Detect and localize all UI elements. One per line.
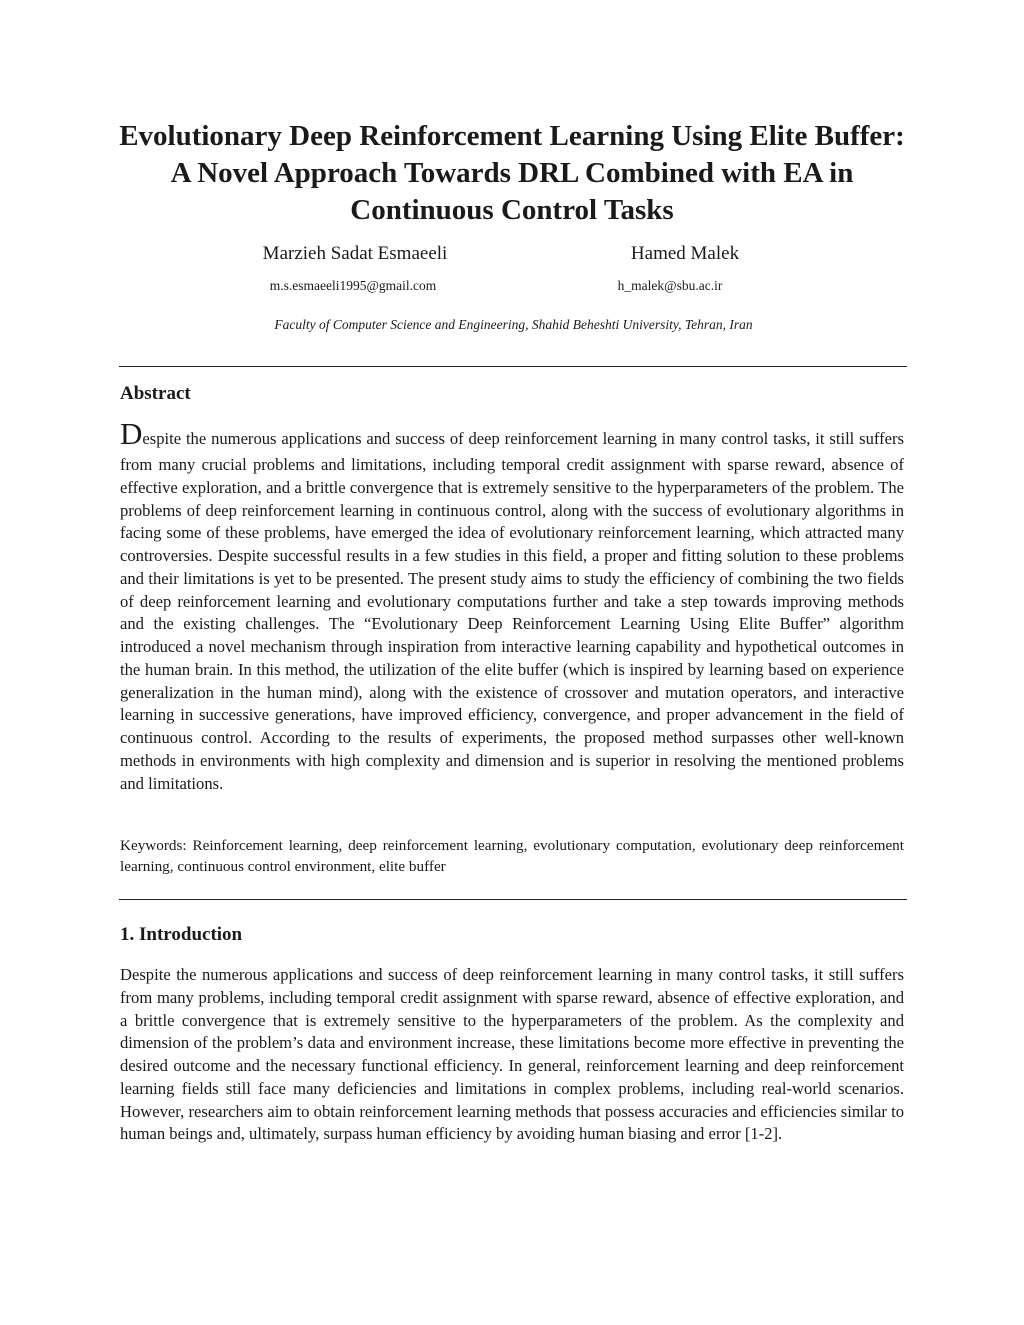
- abstract-first-line-text: espite the numerous applications and success of deep reinforcement learning in many control tasks, it: [142, 429, 825, 448]
- drop-cap: D: [120, 416, 143, 451]
- author-email-1[interactable]: m.s.esmaeeli1995@gmail.com: [269, 278, 437, 293]
- author-name-1: Marzieh Sadat Esmaeeli: [262, 243, 448, 264]
- keywords: Keywords: Reinforcement learning, deep reinforcement learning, evolutionary computation, evolutionary deep reinforcement learning, continuous control environment, elite buffer: [120, 837, 904, 875]
- abstract-first-line: [120, 416, 825, 451]
- introduction-heading: 1. Introduction: [120, 924, 243, 945]
- author-email-2[interactable]: h_malek@sbu.ac.ir: [617, 278, 723, 293]
- affiliation: Faculty of Computer Science and Engineering, Shahid Beheshti University, Tehran, Iran: [274, 317, 753, 332]
- author-name-2: Hamed Malek: [630, 243, 740, 264]
- abstract-body-text: still suffers from many crucial problems and limitations, including temporal credit assignment with sparse reward, absence of effective exploration, and a brittle convergence that is extremely sensitive to the hyperparameters of the problem. The problems of deep reinforcement learning in continuous control, along with the success of evolutionary algorithms in facing some of these problems, have emerged the idea of evolutionary reinforcement learning, which attracted many controversies. Despite successful results in a few studies in this field, a proper and fitting solution to these problems and their limitations is yet to be presented. The present study aims to study the efficiency of combining the two fields of deep reinforcement learning and evolutionary computations further and take a step towards improving methods and the existing challenges. The “Evolutionary Deep Reinforcement Learning Using Elite Buffer” algorithm introduced a novel mechanism through inspiration from interactive learning capability and hypothetical outcomes in the human brain. In this method, the utilization of the elite buffer (which is inspired by learning based on experience generalization in the human mind), along with the existence of crossover and mutation operators, and interactive learning in successive generations, have improved efficiency, convergence, and proper advancement in the field of continuous control. According to the results of experiments, the proposed method surpasses other well-known methods in environments with high complexity and dimension and is superior in resolving the mentioned problems and limitations.: [120, 429, 904, 793]
- title-line-2: A Novel Approach Towards DRL Combined with EA in: [170, 157, 854, 189]
- section-divider-top: [119, 366, 907, 367]
- title-line-3: Continuous Control Tasks: [350, 194, 674, 226]
- introduction-body: Despite the numerous applications and success of deep reinforcement learning in many control tasks, it still suffers from many problems, including temporal credit assignment with sparse reward, absence of effective exploration, and a brittle convergence that is extremely sensitive to the hyperparameters of the problem. As the complexity and dimension of the problem’s data and environment increase, these limitations become more effective in preventing the desired outcome and the necessary functional efficiency. In general, reinforcement learning and deep reinforcement learning fields still face many deficiencies and limitations in complex problems, including real-world scenarios. However, researchers aim to obtain reinforcement learning methods that possess accuracies and efficiencies similar to human beings and, ultimately, surpass human efficiency by avoiding human biasing and error [1-2].: [120, 965, 904, 1144]
- section-divider-bottom: [119, 899, 907, 900]
- abstract-body: [120, 416, 904, 795]
- title-line-1: Evolutionary Deep Reinforcement Learning Using Elite Buffer:: [119, 120, 905, 152]
- paper-title: [100, 118, 924, 229]
- abstract-heading: Abstract: [120, 383, 191, 404]
